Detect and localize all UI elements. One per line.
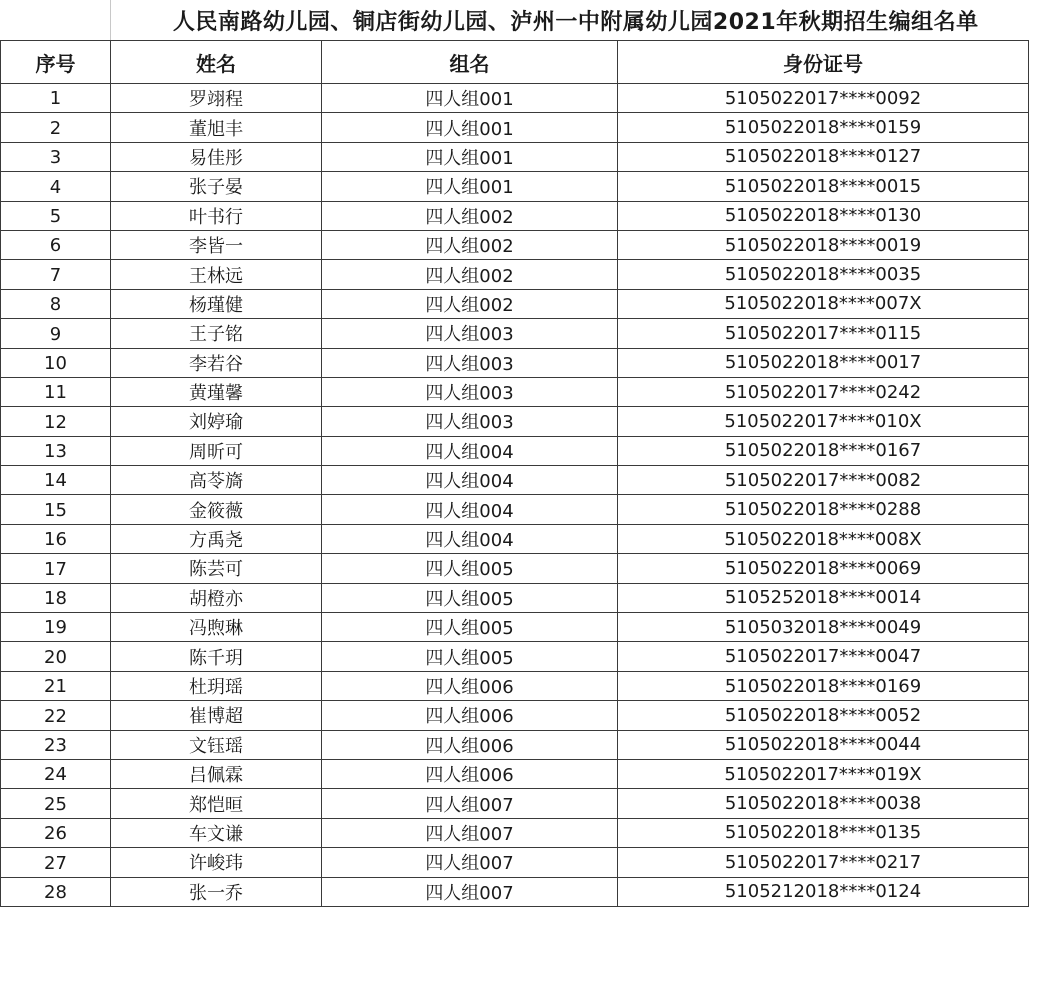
table-row: [1, 583, 1029, 612]
id-cell[interactable]: 5105022018****0017: [618, 348, 1029, 377]
id-cell[interactable]: 5105212018****0124: [618, 877, 1029, 906]
name-cell[interactable]: 胡橙亦: [111, 583, 322, 612]
group-cell[interactable]: 四人组005: [322, 613, 618, 642]
id-cell[interactable]: 5105022017****0217: [618, 848, 1029, 877]
group-cell[interactable]: 四人组004: [322, 436, 618, 465]
name-cell[interactable]: 崔博超: [111, 701, 322, 730]
table-row: [1, 671, 1029, 700]
table-row: [1, 142, 1029, 171]
seq-cell[interactable]: 20: [1, 642, 111, 671]
table-row: [1, 377, 1029, 406]
table-row: [1, 818, 1029, 847]
name-cell[interactable]: 文钰瑶: [111, 730, 322, 759]
name-cell[interactable]: 叶书行: [111, 201, 322, 230]
id-cell[interactable]: 5105022017****0242: [618, 377, 1029, 406]
table-row: [1, 613, 1029, 642]
table-row: [1, 848, 1029, 877]
seq-cell[interactable]: 2: [1, 113, 111, 142]
group-cell[interactable]: 四人组007: [322, 848, 618, 877]
id-cell[interactable]: 5105022017****0082: [618, 466, 1029, 495]
table-row: [1, 495, 1029, 524]
table-row: [1, 407, 1029, 436]
name-cell[interactable]: 车文谦: [111, 818, 322, 847]
seq-cell[interactable]: 11: [1, 377, 111, 406]
id-cell[interactable]: 5105022017****019X: [618, 759, 1029, 788]
seq-cell[interactable]: 17: [1, 554, 111, 583]
name-cell[interactable]: 杨瑾健: [111, 289, 322, 318]
group-cell[interactable]: 四人组002: [322, 260, 618, 289]
group-cell[interactable]: 四人组005: [322, 642, 618, 671]
seq-cell[interactable]: 8: [1, 289, 111, 318]
name-cell[interactable]: 陈芸可: [111, 554, 322, 583]
group-cell[interactable]: 四人组007: [322, 789, 618, 818]
seq-cell[interactable]: 26: [1, 818, 111, 847]
group-cell[interactable]: 四人组004: [322, 495, 618, 524]
id-cell[interactable]: 5105022018****0038: [618, 789, 1029, 818]
name-cell[interactable]: 李若谷: [111, 348, 322, 377]
seq-cell[interactable]: 16: [1, 524, 111, 553]
name-cell[interactable]: 方禹尧: [111, 524, 322, 553]
table-row: [1, 172, 1029, 201]
table-row: [1, 84, 1029, 113]
id-cell[interactable]: 5105022018****0167: [618, 436, 1029, 465]
id-cell[interactable]: 5105022018****0044: [618, 730, 1029, 759]
group-cell[interactable]: 四人组003: [322, 407, 618, 436]
seq-cell[interactable]: 28: [1, 877, 111, 906]
seq-cell[interactable]: 10: [1, 348, 111, 377]
name-cell[interactable]: 王林远: [111, 260, 322, 289]
id-cell[interactable]: 5105022017****0092: [618, 84, 1029, 113]
seq-cell[interactable]: 22: [1, 701, 111, 730]
seq-cell[interactable]: 15: [1, 495, 111, 524]
table-row: [1, 201, 1029, 230]
name-cell[interactable]: 吕佩霖: [111, 759, 322, 788]
group-cell[interactable]: 四人组001: [322, 142, 618, 171]
name-cell[interactable]: 冯煦琳: [111, 613, 322, 642]
group-cell[interactable]: 四人组007: [322, 877, 618, 906]
table-row: [1, 466, 1029, 495]
name-cell[interactable]: 张子晏: [111, 172, 322, 201]
id-cell[interactable]: 5105022018****0288: [618, 495, 1029, 524]
seq-cell[interactable]: 13: [1, 436, 111, 465]
id-cell[interactable]: 5105022018****0015: [618, 172, 1029, 201]
table-row: [1, 759, 1029, 788]
table-row: [1, 642, 1029, 671]
table-row: [1, 524, 1029, 553]
group-cell[interactable]: 四人组002: [322, 201, 618, 230]
seq-cell[interactable]: 27: [1, 848, 111, 877]
header-group[interactable]: 组名: [322, 41, 618, 84]
name-cell[interactable]: 董旭丰: [111, 113, 322, 142]
name-cell[interactable]: 黄瑾馨: [111, 377, 322, 406]
group-cell[interactable]: 四人组001: [322, 172, 618, 201]
name-cell[interactable]: 易佳彤: [111, 142, 322, 171]
group-cell[interactable]: 四人组006: [322, 730, 618, 759]
id-cell[interactable]: 5105022018****0130: [618, 201, 1029, 230]
name-cell[interactable]: 高苓旖: [111, 466, 322, 495]
id-cell[interactable]: 5105022017****0047: [618, 642, 1029, 671]
table-row: [1, 554, 1029, 583]
group-cell[interactable]: 四人组003: [322, 319, 618, 348]
seq-cell[interactable]: 12: [1, 407, 111, 436]
id-cell[interactable]: 5105022018****0135: [618, 818, 1029, 847]
seq-cell[interactable]: 14: [1, 466, 111, 495]
table-row: [1, 289, 1029, 318]
id-cell[interactable]: 5105022018****0052: [618, 701, 1029, 730]
name-cell[interactable]: 金筱薇: [111, 495, 322, 524]
id-cell[interactable]: 5105022018****0019: [618, 230, 1029, 259]
name-cell[interactable]: 王子铭: [111, 319, 322, 348]
group-cell[interactable]: 四人组001: [322, 84, 618, 113]
group-cell[interactable]: 四人组005: [322, 554, 618, 583]
seq-cell[interactable]: 4: [1, 172, 111, 201]
name-cell[interactable]: 许峻玮: [111, 848, 322, 877]
table-row: [1, 877, 1029, 906]
id-cell[interactable]: 5105032018****0049: [618, 613, 1029, 642]
table-row: [1, 260, 1029, 289]
seq-cell[interactable]: 23: [1, 730, 111, 759]
name-cell[interactable]: 刘婷瑜: [111, 407, 322, 436]
id-cell[interactable]: 5105022017****0115: [618, 319, 1029, 348]
group-cell[interactable]: 四人组001: [322, 113, 618, 142]
id-cell[interactable]: 5105252018****0014: [618, 583, 1029, 612]
group-cell[interactable]: 四人组006: [322, 701, 618, 730]
group-cell[interactable]: 四人组006: [322, 759, 618, 788]
table-row: [1, 348, 1029, 377]
name-cell[interactable]: 罗翊程: [111, 84, 322, 113]
table-row: [1, 730, 1029, 759]
table-row: [1, 789, 1029, 818]
group-cell[interactable]: 四人组002: [322, 289, 618, 318]
seq-cell[interactable]: 18: [1, 583, 111, 612]
title-row: [1, 0, 1029, 41]
seq-cell[interactable]: 1: [1, 84, 111, 113]
name-cell[interactable]: 陈千玥: [111, 642, 322, 671]
table-row: [1, 701, 1029, 730]
group-cell[interactable]: 四人组004: [322, 524, 618, 553]
group-cell[interactable]: 四人组002: [322, 230, 618, 259]
seq-cell[interactable]: 9: [1, 319, 111, 348]
id-cell[interactable]: 5105022017****010X: [618, 407, 1029, 436]
name-cell[interactable]: 郑恺晅: [111, 789, 322, 818]
seq-cell[interactable]: 25: [1, 789, 111, 818]
seq-cell[interactable]: 7: [1, 260, 111, 289]
seq-cell[interactable]: 21: [1, 671, 111, 700]
seq-cell[interactable]: 3: [1, 142, 111, 171]
title-blank-cell[interactable]: [1, 0, 111, 41]
name-cell[interactable]: 张一乔: [111, 877, 322, 906]
group-cell[interactable]: 四人组004: [322, 466, 618, 495]
id-cell[interactable]: 5105022018****0035: [618, 260, 1029, 289]
header-row: [1, 41, 1029, 84]
table-row: [1, 230, 1029, 259]
table-row: [1, 113, 1029, 142]
seq-cell[interactable]: 24: [1, 759, 111, 788]
group-cell[interactable]: 四人组005: [322, 583, 618, 612]
id-cell[interactable]: 5105022018****0169: [618, 671, 1029, 700]
group-cell[interactable]: 四人组003: [322, 377, 618, 406]
id-cell[interactable]: 5105022018****008X: [618, 524, 1029, 553]
header-name[interactable]: 姓名: [111, 41, 322, 84]
header-seq[interactable]: 序号: [1, 41, 111, 84]
id-cell[interactable]: 5105022018****007X: [618, 289, 1029, 318]
table-row: [1, 436, 1029, 465]
name-cell[interactable]: 杜玥瑶: [111, 671, 322, 700]
sheet-title[interactable]: 人民南路幼儿园、铜店街幼儿园、泸州一中附属幼儿园2021年秋期招生编组名单: [111, 0, 1029, 41]
seq-cell[interactable]: 6: [1, 230, 111, 259]
seq-cell[interactable]: 5: [1, 201, 111, 230]
group-cell[interactable]: 四人组007: [322, 818, 618, 847]
header-id[interactable]: 身份证号: [618, 41, 1029, 84]
id-cell[interactable]: 5105022018****0127: [618, 142, 1029, 171]
group-cell[interactable]: 四人组006: [322, 671, 618, 700]
id-cell[interactable]: 5105022018****0069: [618, 554, 1029, 583]
id-cell[interactable]: 5105022018****0159: [618, 113, 1029, 142]
seq-cell[interactable]: 19: [1, 613, 111, 642]
name-cell[interactable]: 周昕可: [111, 436, 322, 465]
name-cell[interactable]: 李皆一: [111, 230, 322, 259]
table-row: [1, 319, 1029, 348]
group-cell[interactable]: 四人组003: [322, 348, 618, 377]
